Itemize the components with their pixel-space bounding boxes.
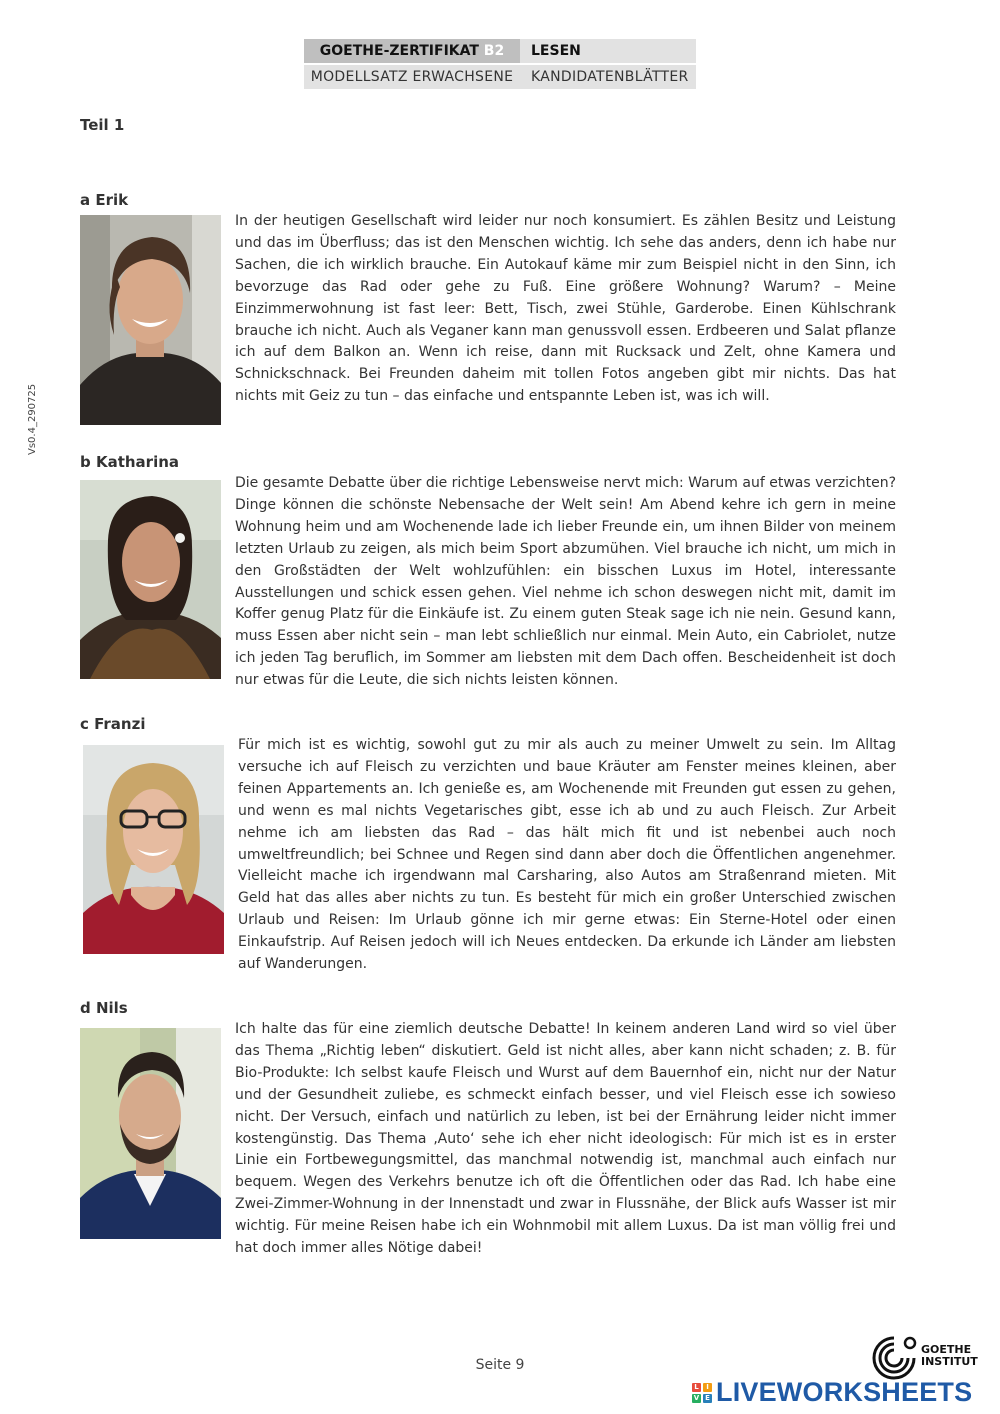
- person-name-erik: a Erik: [80, 191, 129, 209]
- exam-title: GOETHE-ZERTIFIKAT: [319, 43, 479, 59]
- goethe-logo-text: [921, 1344, 978, 1368]
- goethe-logo-line1: GOETHE: [921, 1343, 972, 1356]
- statement-katharina: Die gesamte Debatte über die richtige Lebensweise nervt mich: Warum auf etwas verzichten? Dinge können die schönste Nebensache der Welt sein! Am Abend kehre ich gern in meine Wohnung heim und am Wochenende lade ich lieber Freunde ein, um ihnen Bilder von meinem letzten Urlaub zu zeigen, als mich beim Sport abzumühen. Viel brauche ich nicht, um mich in den Großstädten der Welt wohlzufühlen: ein bisschen Luxus im Hotel, interessante Ausstellungen und schick essen gehen. Viel nehme ich schon deswegen nicht mit, damit im Koffer genug Platz für die Einkäufe ist. Zu einem guten Steak sage ich nie nein. Gesund kann, muss Essen aber nicht sein – man lebt schließlich nur einmal. Mein Auto, ein Cabriolet, nutze ich jeden Tag beruflich, im Sommer am liebsten mit dem Dach offen. Bescheidenheit ist doch nur etwas für die Leute, die sich nichts leisten können.: [235, 475, 896, 689]
- person-name-nils: d Nils: [80, 999, 128, 1017]
- portrait-photo-nils: [80, 1028, 221, 1239]
- statement-franzi: Für mich ist es wichtig, sowohl gut zu mir als auch zu meiner Umwelt zu sein. Im Alltag versuche ich auf Fleisch zu verzichten und baue Kräuter am Fenster meines kleinen, aber feinen Appartements an. Ich genieße es, am Wochenende mit Freunden gut essen zu gehen, und wenn es mal nichts Vegetarisches gibt, esse ich ab und zu auch Fleisch. Zur Arbeit nehme ich am liebsten das Rad – das hält mich fit und ist nebenbei auch noch umweltfreundlich; bei Schnee und Regen sind dann aber doch die Öffentlichen angenehmer. Vielleicht mache ich irgendwann mal Carsharing, also Autos am Straßenrand mieten. Mit Geld hat das alles aber nichts zu tun. Es besteht für mich ein großer Unterschied zwischen Urlaub und Reisen: Im Urlaub gönne ich mir gerne etwas: Ein Sterne-Hotel oder einen Einkaufstrip. Auf Reisen jedoch will ich Neues entdecken. Da erkunde ich Länder am liebsten auf Wanderungen.: [238, 737, 896, 973]
- exam-header: [304, 39, 696, 89]
- page-number: Seite 9: [475, 1357, 525, 1373]
- exam-level: B2: [483, 43, 505, 59]
- portrait-photo-erik: [80, 215, 221, 425]
- version-code: Vs0.4_290725: [27, 383, 38, 455]
- exam-header-row-1: [304, 39, 696, 63]
- lw-tile-v: V: [693, 1393, 700, 1402]
- statement-nils: Ich halte das für eine ziemlich deutsche Debatte! In keinem anderen Land wird so viel über das Thema „Richtig leben“ diskutiert. Geld ist nicht alles, aber kann nicht schaden; z. B. für Bio-Produkte: Ich selbst kaufe Fleisch und Wurst auf dem Bauernhof ein, nicht nur der Natur und der Gesundheit zuliebe, es schmeckt einfach besser, und viel Fleisch esse ich sowieso nicht. Der Versuch, einfach und natürlich zu leben, ist bei der Ernährung leider nicht immer kostengünstig. Das Thema ‚Auto‘ sehe ich eher nicht ideologisch: Für mich ist es in erster Linie ein Fortbewegungsmittel, das manchmal notwendig ist, manchmal auch einfach nur bequem. Wegen des Verkehrs benutze ich oft die Öffentlichen oder das Rad. Ich habe eine Zwei-Zimmer-Wohnung in der Innenstadt und zwar in Flussnähe, der Blick aufs Wasser ist mir wichtig. Für meine Reisen habe ich ein Wohnmobil mit allem Luxus. Da ist man völlig frei und hat doch immer alles Nötige dabei!: [235, 1021, 896, 1257]
- liveworksheets-watermark: [692, 1377, 972, 1408]
- person-name-franzi: c Franzi: [80, 715, 146, 733]
- sheet-type: KANDIDATENBLÄTTER: [520, 65, 696, 89]
- module-name: LESEN: [520, 39, 696, 63]
- goethe-logo-line2: INSTITUT: [921, 1355, 978, 1368]
- liveworksheets-logo-icon: [692, 1383, 712, 1403]
- section-title: Teil 1: [80, 116, 125, 134]
- exam-header-row-2: [304, 65, 696, 89]
- person-name-katharina: b Katharina: [80, 453, 180, 471]
- set-name: MODELLSATZ ERWACHSENE: [304, 65, 520, 89]
- goethe-logo-icon: [868, 1334, 920, 1380]
- lw-tile-i: I: [703, 1383, 712, 1392]
- statement-erik: In der heutigen Gesellschaft wird leider nur noch konsumiert. Es zählen Besitz und Leistung und das im Überfluss; das ist den Menschen wichtig. Ich sehe das anders, denn ich habe nur Sachen, die ich wirklich brauche. Ein Autokauf käme mir zum Beispiel nicht in den Sinn, ich bevorzuge das Rad oder gehe zu Fuß. Eine größere Wohnung? Warum? – Meine Einzimmerwohnung ist fast leer: Bett, Tisch, zwei Stühle, Garderobe. Einen Kühlschrank brauche ich nicht. Auch als Veganer kann man genussvoll essen. Erdbeeren und Salat pflanze ich auf dem Balkon an. Wenn ich reise, dann mit Rucksack und Zelt, ohne Kamera und Schnickschnack. Bei Freunden daheim mit tollen Fotos angeben gibt mir nichts. Das hat nichts mit Geiz zu tun – das einfache und entspannte Leben ist, was ich will.: [235, 213, 896, 405]
- portrait-photo-katharina: [80, 480, 221, 679]
- exam-title-cell: [304, 39, 520, 63]
- lw-tile-l: L: [692, 1383, 701, 1392]
- lw-tile-e: E: [703, 1394, 712, 1403]
- portrait-photo-franzi: [83, 745, 224, 954]
- goethe-institut-logo: [868, 1334, 988, 1380]
- liveworksheets-text: LIVEWORKSHEETS: [716, 1377, 973, 1407]
